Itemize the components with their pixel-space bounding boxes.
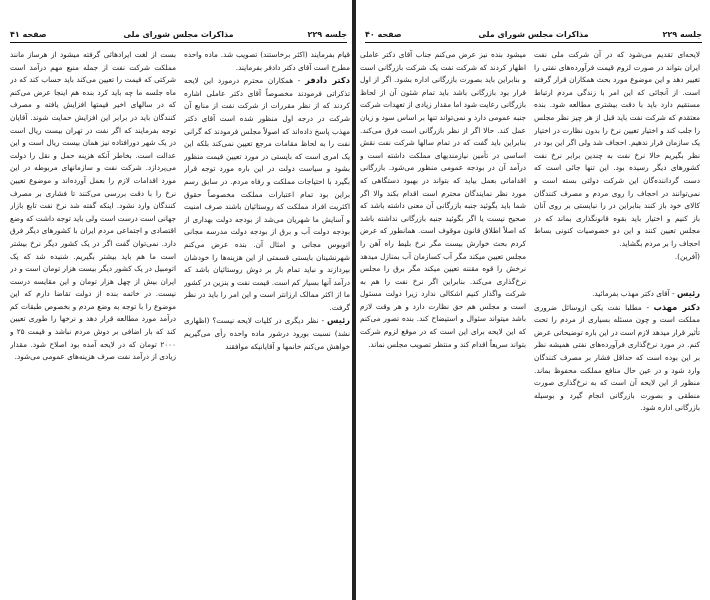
- paragraph: [184, 48, 350, 74]
- journal-title: مذاکرات مجلس شورای ملی: [123, 30, 234, 39]
- paragraph-text: قیام بفرمایند (اکثر برخاستند) تصویب شد. ماده واحده مطرح است آقای دکتر دادفر بفرمایند.: [184, 50, 350, 72]
- paragraph: [534, 48, 700, 251]
- speaker-name: دکتر دادفر: [305, 75, 350, 86]
- text-column-left: [10, 48, 176, 594]
- paragraph-text: بست از لغت ایرادهائی گرفته میشود از هرساز مانند مملکت شرکت نفت از جمله منبع مهم درآمد است شرکتی که قیمت را تعیین می‌کند باید حساب کند که در ماه جلسه ما چه باید کرد بنده هم اینجا عرض می‌کنم که در سالهای اخیر قیمتها افزایش یافته و مصرف کنندگان باید در برابر این افزایش حمایت شوند. آقایان توجه بفرمایند که اگر نفت در تهران بیست ریال است در یک شهر دورافتاده نیز همان بیست ریال است و این عدالت است. بخاطر آنکه هزینه حمل و نقل را دولت می‌پردازد. شرکت نفت و سازمانهای مربوطه در این مورد اقدامات لازم را بعمل آورده‌اند و موضوع تعیین نرخ را با دقت بررسی می‌کنند تا فشاری بر مصرف کنندگان وارد نشود. اینکه گفته شد نرخ نفت تابع بازار جهانی است درست است ولی باید توجه داشت که وضع اقتصادی و اجتماعی مردم ایران با کشورهای دیگر فرق دارد. نمی‌توان گفت اگر در یک کشور دیگر نرخ بیشتر است ما هم باید بیشتر بگیریم. شنیده شد که یک اتومبیل در یک کشور دیگر بیست هزار تومان است و در ایران بیش از چهل هزار تومان و این مقایسه درست نیست. در خاتمه بنده از دولت تقاضا دارم که این موضوع را با توجه به وضع مردم و بخصوص طبقات کم درآمد مورد مطالعه قرار دهد و نرخها را طوری تعیین کند که بار اضافی بر دوش مردم نباشد و قیمت ۲۵ و ۲۰۰۰ تومان که در لایحه آمده بود اصلاح شود. مقدار زیادی از درآمد نفت صرف هزینه‌های عمومی می‌شود.: [10, 50, 176, 362]
- paragraph: [360, 48, 526, 351]
- paragraph-text: - مطلبا نفت یکی ازوسائل ضروری مملکت است و چون مسئله بسیاری از مردم را تحت تأثیر قرار میدهد لازم است در این باره توضیحاتی عرض کنم. در مورد نرخ‌گذاری فرآورده‌های نفتی همیشه نظر بر این بوده است که حداقل فشار بر مصرف کنندگان وارد شود و در عین حال منافع مملکت محفوظ بماند. منظور از این لایحه آن است که به نرخ‌گذاری صورت منطقی و بصورت بازرگانی انجام گیرد و بوسیله بازرگانی اداره شود.: [534, 302, 700, 413]
- session-number: جلسه ۲۲۹: [662, 30, 702, 39]
- text-column-left: [360, 48, 526, 594]
- paragraph-text: - آقای دکتر مهذب بفرمائید.: [592, 289, 677, 299]
- speaker-name: دکتر مهذب: [653, 301, 700, 312]
- page-number: صفحه ۴۰: [365, 30, 402, 39]
- page-header: [365, 30, 702, 43]
- applause-note: (آفرین).: [674, 251, 700, 261]
- journal-title: مذاکرات مجلس شورای ملی: [478, 30, 589, 39]
- paragraph-text: میشود بنده نیز عرض می‌کنم جناب آقای دکتر عاملی اظهار کردند که شرکت نفت یک شرکت بازرگانی است و بنابراین باید بصورت بازرگانی اداره بشود. اگر از اول قرار بود بازرگانی باشد باید تمام شئون آن از لحاظ بازرگانی رعایت شود اما مقدار زیادی از تعهدات شرکت جنبه عمومی دارد و نمی‌تواند تنها بر اساس سود و زیان عمل کند. حالا اگر از نظر بازرگانی است فرق می‌کند. بنابراین باید گفت که در تمام سالها شرکت نفت نقش اساسی در تأمین نیازمندیهای مملکت داشته است و درآمد آن در بودجه عمومی منظور می‌شود. بازرگانی اقداماتی بعمل بیاید که بتواند در بهبود دستگاهی که مورد نظر نمایندگان محترم است اقدام بکند والا اگر شما باید بگوئید جنبه بازرگانی آن معنی داشته باشد که صحیح نیست یا اگر بگوئید جنبه بازرگانی نداشته باشد که اصلاً اطلاق قانون موقوف است. همانطور که عرض کردم بحث خوارش بیست مگر نرخ بلیط راه آهن را مجلس تعیین میکند مگر آب کسازمان آب بمنازل میدهد نرخش را قوه مقننه تعیین میکند مگر برق را مجلس نرخ‌گذاری می‌کند. بنابراین اگر نرخ نفت را هم به شرکت واگذار کنیم اشکالی ندارد زیرا دولت مسئول است و مجلس هم حق نظارت دارد و هر وقت لازم باشد میتواند سئوال و استیضاح کند. بنده تصور می‌کنم که این لایحه برای این است که در موقع لزوم شرکت بتواند سریعاً اقدام کند و منتظر تصویب مجلس نماند.: [360, 50, 526, 349]
- page-number: صفحه ۴۱: [10, 30, 47, 39]
- paragraph: [534, 301, 700, 415]
- speaker-name: رئیس: [326, 315, 350, 326]
- paragraph-text: لایحه‌ای تقدیم می‌شود که در آن شرکت ملی نفت ایران بتواند در صورت لزوم قیمت فرآورده‌های نفتی را تغییر دهد و این موضوع مورد بحث همکاران قرار گرفته است. از آنجائی که این امر با زندگی مردم ارتباط مستقیم دارد باید با دقت بیشتری مطالعه شود. بنده معتقدم که شرکت نفت باید قبل از هر چیز نظر مجلس را جلب کند و اختیار تعیین نرخ را بدون نظارت در اختیار یک سازمان قرار ندهیم. احجاف شد ولی اگر این بود در نظر بگیریم حالا نرخ نفت به چندین برابر نرخ نفت کشورهای دیگر رسیده بود. این تنها جائی است که دست گرداننده‌گان این شرکت دولتی بسته است و نمی‌توانند در احجاف را روی مردم و مصرف کنندگان کالای خود باز کنند بنابراین در را نبایستی بر روی آنان باز کنیم و اختیار باید بقوه قانونگذاری بماند که در مجلس تعیین کنند و این دو خصوصیات کنونی بساط احجاف را بر مردم بگشاید.: [534, 50, 700, 248]
- paragraph-text: - همکاران محترم درمورد این لایحه تذکراتی فرمودند مخصوصاً آقای دکتر عاملی اشاره کردند که از نظر مقررات از شرکت نفت از منابع آن شرکت در درجه اول منظور شده است آقای دکتر مهذب پاسخ داده‌اند که اصولاً مجلس فرمودند که گرانی نفت را به لحاظ مقامات مرجع تعیین نمی‌کند بلکه این یک امری است که بایستی در مورد تعیین قیمت منظور بشود و سیاست دولت در این باره مورد توجه قرار بگیرد با احتیاجات مملکت و رفاه مردم. در سابق رسم براین بود تمام اعتبارات مملکت مخصوصاً حقوق اکثریت افراد مملکت که روستائیان باشند صرف امنیت و آسایش ما شهریان می‌شد از بودجه دولت بهداری از بودجه دولت آب و برق از بودجه دولت مدرسه مجانی اتوبوس مجانی و امثال آن. بنده عرض می‌کنم شهرنشینان بایستی قسمتی از این هزینه‌ها را خودشان بپردازند و نباید تمام بار بر دوش روستائیان باشد که درآمد آنها بسیار کم است. قیمت نفت و بنزین در کشور ما از اکثر ممالک ارزانتر است و این امر را باید در نظر گرفت.: [184, 76, 350, 312]
- paragraph-text: - نظر دیگری در کلیات لایحه نیست؟ (اظهاری نشد) نسبت بورود درشور ماده واحده رأی می‌گیریم خواهش می‌کنم خانمها و آقایانیکه موافقند: [184, 316, 350, 351]
- paragraph: [184, 314, 350, 353]
- page-40: [355, 0, 710, 600]
- paragraph: [184, 74, 350, 314]
- text-column-right: [534, 48, 700, 594]
- speaker-name: رئیس: [676, 288, 700, 299]
- paragraph: [534, 287, 700, 301]
- paragraph: [10, 48, 176, 364]
- text-column-right: [184, 48, 350, 594]
- page-header: [10, 30, 347, 43]
- session-number: جلسه ۲۲۹: [307, 30, 347, 39]
- paragraph: [534, 251, 700, 264]
